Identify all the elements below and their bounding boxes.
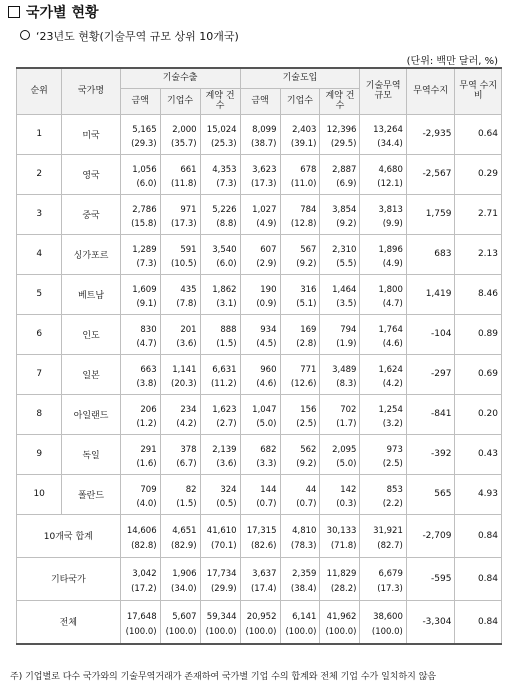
share-cell: (20.3) — [160, 375, 200, 395]
value-cell: 2,310 — [320, 234, 360, 255]
value-cell: 17,315 — [240, 514, 280, 536]
rank-cell: 5 — [17, 274, 62, 314]
value-cell: 316 — [280, 274, 320, 295]
share-cell: (4.6) — [240, 375, 280, 395]
share-cell: (8.8) — [200, 215, 240, 235]
value-cell: 1,609 — [120, 274, 160, 295]
share-cell: (4.7) — [360, 295, 406, 315]
share-cell: (7.3) — [120, 255, 160, 275]
value-cell: 709 — [120, 474, 160, 495]
share-cell: (9.1) — [120, 295, 160, 315]
share-cell: (9.2) — [280, 255, 320, 275]
share-cell: (34.0) — [160, 579, 200, 601]
value-cell: 562 — [280, 434, 320, 455]
value-cell: 678 — [280, 154, 320, 175]
value-cell: 607 — [240, 234, 280, 255]
share-cell: (29.5) — [320, 135, 360, 155]
balance-cell: 1,759 — [406, 194, 455, 234]
value-cell: 771 — [280, 354, 320, 375]
share-cell: (10.5) — [160, 255, 200, 275]
value-cell: 682 — [240, 434, 280, 455]
share-cell: (4.6) — [360, 335, 406, 355]
share-cell: (2.5) — [360, 455, 406, 475]
value-cell: 1,624 — [360, 354, 406, 375]
share-cell: (100.0) — [320, 622, 360, 644]
balance-cell: 565 — [406, 474, 455, 514]
share-cell: (100.0) — [280, 622, 320, 644]
subtitle — [20, 28, 239, 44]
unit-label: (단위: 백만 달러, %) — [406, 56, 498, 67]
value-cell: 38,600 — [360, 600, 406, 622]
value-cell: 1,862 — [200, 274, 240, 295]
value-cell: 3,813 — [360, 194, 406, 215]
share-cell: (2.9) — [240, 255, 280, 275]
share-cell: (28.2) — [320, 579, 360, 601]
table-row — [17, 557, 502, 579]
value-cell: 201 — [160, 314, 200, 335]
value-cell: 41,610 — [200, 514, 240, 536]
header-export-contracts: 계약 건수 — [200, 88, 240, 114]
ratio-cell: 0.69 — [455, 354, 502, 394]
header-ratio: 무역 수지비 — [455, 68, 502, 114]
share-cell: (7.8) — [160, 295, 200, 315]
value-cell: 3,042 — [120, 557, 160, 579]
value-cell: 144 — [240, 474, 280, 495]
value-cell: 5,165 — [120, 114, 160, 135]
share-cell: (3.5) — [320, 295, 360, 315]
ratio-cell: 0.29 — [455, 154, 502, 194]
share-cell: (100.0) — [360, 622, 406, 644]
header-rank: 순위 — [17, 68, 62, 114]
header-country: 국가명 — [62, 68, 120, 114]
share-cell: (0.3) — [320, 495, 360, 515]
balance-cell: -297 — [406, 354, 455, 394]
table-row — [17, 434, 502, 455]
section-title — [8, 2, 99, 22]
share-cell: (6.7) — [160, 455, 200, 475]
value-cell: 206 — [120, 394, 160, 415]
share-cell: (4.5) — [240, 335, 280, 355]
value-cell: 234 — [160, 394, 200, 415]
value-cell: 44 — [280, 474, 320, 495]
table-row — [17, 154, 502, 175]
table-body — [17, 114, 502, 644]
ratio-cell: 0.43 — [455, 434, 502, 474]
rank-cell: 6 — [17, 314, 62, 354]
share-cell: (2.2) — [360, 495, 406, 515]
country-cell: 영국 — [62, 154, 120, 194]
ratio-cell: 2.71 — [455, 194, 502, 234]
share-cell: (6.0) — [200, 255, 240, 275]
value-cell: 663 — [120, 354, 160, 375]
share-cell: (6.9) — [320, 175, 360, 195]
share-cell: (3.2) — [360, 415, 406, 435]
header-balance: 무역수지 — [406, 68, 455, 114]
balance-cell: -2,567 — [406, 154, 455, 194]
ratio-cell: 4.93 — [455, 474, 502, 514]
share-cell: (17.3) — [160, 215, 200, 235]
share-cell: (100.0) — [120, 622, 160, 644]
header-export: 기술수출 — [120, 68, 240, 88]
value-cell: 888 — [200, 314, 240, 335]
share-cell: (0.7) — [280, 495, 320, 515]
ratio-cell: 2.13 — [455, 234, 502, 274]
table-row — [17, 314, 502, 335]
share-cell: (2.7) — [200, 415, 240, 435]
share-cell: (9.2) — [280, 455, 320, 475]
value-cell: 830 — [120, 314, 160, 335]
header-import-amount: 금액 — [240, 88, 280, 114]
value-cell: 6,679 — [360, 557, 406, 579]
balance-cell: -595 — [406, 557, 455, 600]
share-cell: (4.9) — [240, 215, 280, 235]
value-cell: 794 — [320, 314, 360, 335]
share-cell: (4.2) — [160, 415, 200, 435]
rank-cell: 2 — [17, 154, 62, 194]
share-cell: (4.0) — [120, 495, 160, 515]
value-cell: 41,962 — [320, 600, 360, 622]
value-cell: 14,606 — [120, 514, 160, 536]
value-cell: 2,887 — [320, 154, 360, 175]
share-cell: (17.2) — [120, 579, 160, 601]
footnote: 주) 기업별로 다수 국가와의 기술무역거래가 존재하여 국가별 기업 수의 합계와 전체 기업 수가 일치하지 않음 — [10, 672, 437, 682]
value-cell: 784 — [280, 194, 320, 215]
balance-cell: -2,709 — [406, 514, 455, 557]
share-cell: (17.3) — [240, 175, 280, 195]
share-cell: (70.1) — [200, 536, 240, 558]
value-cell: 6,141 — [280, 600, 320, 622]
share-cell: (4.9) — [360, 255, 406, 275]
table-header — [17, 68, 502, 114]
header-import-firms: 기업수 — [280, 88, 320, 114]
table-row — [17, 194, 502, 215]
value-cell: 2,139 — [200, 434, 240, 455]
share-cell: (35.7) — [160, 135, 200, 155]
share-cell: (17.3) — [360, 579, 406, 601]
share-cell: (0.7) — [240, 495, 280, 515]
share-cell: (3.6) — [200, 455, 240, 475]
share-cell: (82.8) — [120, 536, 160, 558]
value-cell: 5,607 — [160, 600, 200, 622]
value-cell: 1,056 — [120, 154, 160, 175]
share-cell: (8.3) — [320, 375, 360, 395]
header-export-amount: 금액 — [120, 88, 160, 114]
share-cell: (100.0) — [200, 622, 240, 644]
value-cell: 1,764 — [360, 314, 406, 335]
country-cell: 인도 — [62, 314, 120, 354]
subtitle-text: ‘23년도 현황(기술무역 규모 상위 10개국) — [36, 30, 239, 43]
share-cell: (29.3) — [120, 135, 160, 155]
value-cell: 17,648 — [120, 600, 160, 622]
value-cell: 1,047 — [240, 394, 280, 415]
value-cell: 2,359 — [280, 557, 320, 579]
circle-bullet-icon — [20, 30, 30, 40]
ratio-cell: 0.84 — [455, 600, 502, 644]
summary-label: 전체 — [17, 600, 121, 644]
value-cell: 971 — [160, 194, 200, 215]
value-cell: 20,952 — [240, 600, 280, 622]
share-cell: (1.5) — [200, 335, 240, 355]
country-cell: 베트남 — [62, 274, 120, 314]
balance-cell: -841 — [406, 394, 455, 434]
section-title-text: 국가별 현황 — [26, 5, 99, 21]
share-cell: (39.1) — [280, 135, 320, 155]
share-cell: (0.5) — [200, 495, 240, 515]
value-cell: 661 — [160, 154, 200, 175]
share-cell: (11.0) — [280, 175, 320, 195]
value-cell: 973 — [360, 434, 406, 455]
rank-cell: 4 — [17, 234, 62, 274]
value-cell: 1,289 — [120, 234, 160, 255]
share-cell: (34.4) — [360, 135, 406, 155]
value-cell: 190 — [240, 274, 280, 295]
rank-cell: 1 — [17, 114, 62, 154]
rank-cell: 10 — [17, 474, 62, 514]
share-cell: (38.4) — [280, 579, 320, 601]
ratio-cell: 0.84 — [455, 557, 502, 600]
ratio-cell: 0.89 — [455, 314, 502, 354]
value-cell: 5,226 — [200, 194, 240, 215]
share-cell: (5.1) — [280, 295, 320, 315]
value-cell: 31,921 — [360, 514, 406, 536]
value-cell: 4,680 — [360, 154, 406, 175]
value-cell: 13,264 — [360, 114, 406, 135]
value-cell: 1,906 — [160, 557, 200, 579]
share-cell: (71.8) — [320, 536, 360, 558]
share-cell: (2.5) — [280, 415, 320, 435]
value-cell: 30,133 — [320, 514, 360, 536]
value-cell: 4,810 — [280, 514, 320, 536]
share-cell: (12.6) — [280, 375, 320, 395]
country-cell: 아일랜드 — [62, 394, 120, 434]
share-cell: (2.8) — [280, 335, 320, 355]
balance-cell: 683 — [406, 234, 455, 274]
header-import-contracts: 계약 건수 — [320, 88, 360, 114]
value-cell: 8,099 — [240, 114, 280, 135]
share-cell: (1.2) — [120, 415, 160, 435]
value-cell: 11,829 — [320, 557, 360, 579]
balance-cell: -2,935 — [406, 114, 455, 154]
share-cell: (29.9) — [200, 579, 240, 601]
share-cell: (1.5) — [160, 495, 200, 515]
ratio-cell: 0.20 — [455, 394, 502, 434]
value-cell: 291 — [120, 434, 160, 455]
value-cell: 3,540 — [200, 234, 240, 255]
share-cell: (3.3) — [240, 455, 280, 475]
value-cell: 1,464 — [320, 274, 360, 295]
share-cell: (1.9) — [320, 335, 360, 355]
value-cell: 4,651 — [160, 514, 200, 536]
value-cell: 82 — [160, 474, 200, 495]
summary-label: 기타국가 — [17, 557, 121, 600]
table-row — [17, 600, 502, 622]
value-cell: 702 — [320, 394, 360, 415]
value-cell: 1,254 — [360, 394, 406, 415]
balance-cell: -3,304 — [406, 600, 455, 644]
value-cell: 1,027 — [240, 194, 280, 215]
share-cell: (3.1) — [200, 295, 240, 315]
summary-label: 10개국 합계 — [17, 514, 121, 557]
share-cell: (1.6) — [120, 455, 160, 475]
value-cell: 3,854 — [320, 194, 360, 215]
rank-cell: 3 — [17, 194, 62, 234]
value-cell: 2,403 — [280, 114, 320, 135]
value-cell: 1,623 — [200, 394, 240, 415]
share-cell: (0.9) — [240, 295, 280, 315]
value-cell: 12,396 — [320, 114, 360, 135]
table-row — [17, 274, 502, 295]
share-cell: (82.6) — [240, 536, 280, 558]
share-cell: (82.9) — [160, 536, 200, 558]
share-cell: (12.8) — [280, 215, 320, 235]
share-cell: (11.8) — [160, 175, 200, 195]
share-cell: (15.8) — [120, 215, 160, 235]
share-cell: (4.7) — [120, 335, 160, 355]
value-cell: 1,800 — [360, 274, 406, 295]
value-cell: 3,489 — [320, 354, 360, 375]
share-cell: (3.8) — [120, 375, 160, 395]
value-cell: 3,637 — [240, 557, 280, 579]
share-cell: (12.1) — [360, 175, 406, 195]
header-export-firms: 기업수 — [160, 88, 200, 114]
share-cell: (5.0) — [320, 455, 360, 475]
value-cell: 59,344 — [200, 600, 240, 622]
country-cell: 폴란드 — [62, 474, 120, 514]
table-row — [17, 514, 502, 536]
share-cell: (3.6) — [160, 335, 200, 355]
share-cell: (9.2) — [320, 215, 360, 235]
value-cell: 17,734 — [200, 557, 240, 579]
share-cell: (100.0) — [240, 622, 280, 644]
value-cell: 4,353 — [200, 154, 240, 175]
table-row — [17, 114, 502, 135]
header-trade-size: 기술무역 규모 — [360, 68, 406, 114]
value-cell: 2,095 — [320, 434, 360, 455]
country-cell: 중국 — [62, 194, 120, 234]
value-cell: 15,024 — [200, 114, 240, 135]
country-cell: 독일 — [62, 434, 120, 474]
balance-cell: -392 — [406, 434, 455, 474]
value-cell: 1,141 — [160, 354, 200, 375]
table-row — [17, 354, 502, 375]
value-cell: 853 — [360, 474, 406, 495]
value-cell: 142 — [320, 474, 360, 495]
share-cell: (17.4) — [240, 579, 280, 601]
share-cell: (82.7) — [360, 536, 406, 558]
share-cell: (100.0) — [160, 622, 200, 644]
rank-cell: 8 — [17, 394, 62, 434]
country-trade-table — [16, 67, 502, 645]
share-cell: (1.7) — [320, 415, 360, 435]
rank-cell: 9 — [17, 434, 62, 474]
value-cell: 591 — [160, 234, 200, 255]
country-cell: 싱가포르 — [62, 234, 120, 274]
share-cell: (5.0) — [240, 415, 280, 435]
value-cell: 378 — [160, 434, 200, 455]
value-cell: 960 — [240, 354, 280, 375]
share-cell: (5.5) — [320, 255, 360, 275]
country-cell: 일본 — [62, 354, 120, 394]
share-cell: (78.3) — [280, 536, 320, 558]
share-cell: (25.3) — [200, 135, 240, 155]
share-cell: (11.2) — [200, 375, 240, 395]
value-cell: 2,000 — [160, 114, 200, 135]
country-cell: 미국 — [62, 114, 120, 154]
value-cell: 156 — [280, 394, 320, 415]
ratio-cell: 0.84 — [455, 514, 502, 557]
share-cell: (9.9) — [360, 215, 406, 235]
balance-cell: 1,419 — [406, 274, 455, 314]
value-cell: 324 — [200, 474, 240, 495]
table-row — [17, 394, 502, 415]
value-cell: 6,631 — [200, 354, 240, 375]
value-cell: 934 — [240, 314, 280, 335]
checkbox-square-icon — [8, 6, 20, 18]
ratio-cell: 8.46 — [455, 274, 502, 314]
share-cell: (7.3) — [200, 175, 240, 195]
value-cell: 3,623 — [240, 154, 280, 175]
table-row — [17, 474, 502, 495]
header-import: 기술도입 — [240, 68, 360, 88]
share-cell: (4.2) — [360, 375, 406, 395]
value-cell: 567 — [280, 234, 320, 255]
ratio-cell: 0.64 — [455, 114, 502, 154]
share-cell: (38.7) — [240, 135, 280, 155]
value-cell: 1,896 — [360, 234, 406, 255]
value-cell: 2,786 — [120, 194, 160, 215]
balance-cell: -104 — [406, 314, 455, 354]
table-row — [17, 234, 502, 255]
rank-cell: 7 — [17, 354, 62, 394]
share-cell: (6.0) — [120, 175, 160, 195]
value-cell: 435 — [160, 274, 200, 295]
value-cell: 169 — [280, 314, 320, 335]
